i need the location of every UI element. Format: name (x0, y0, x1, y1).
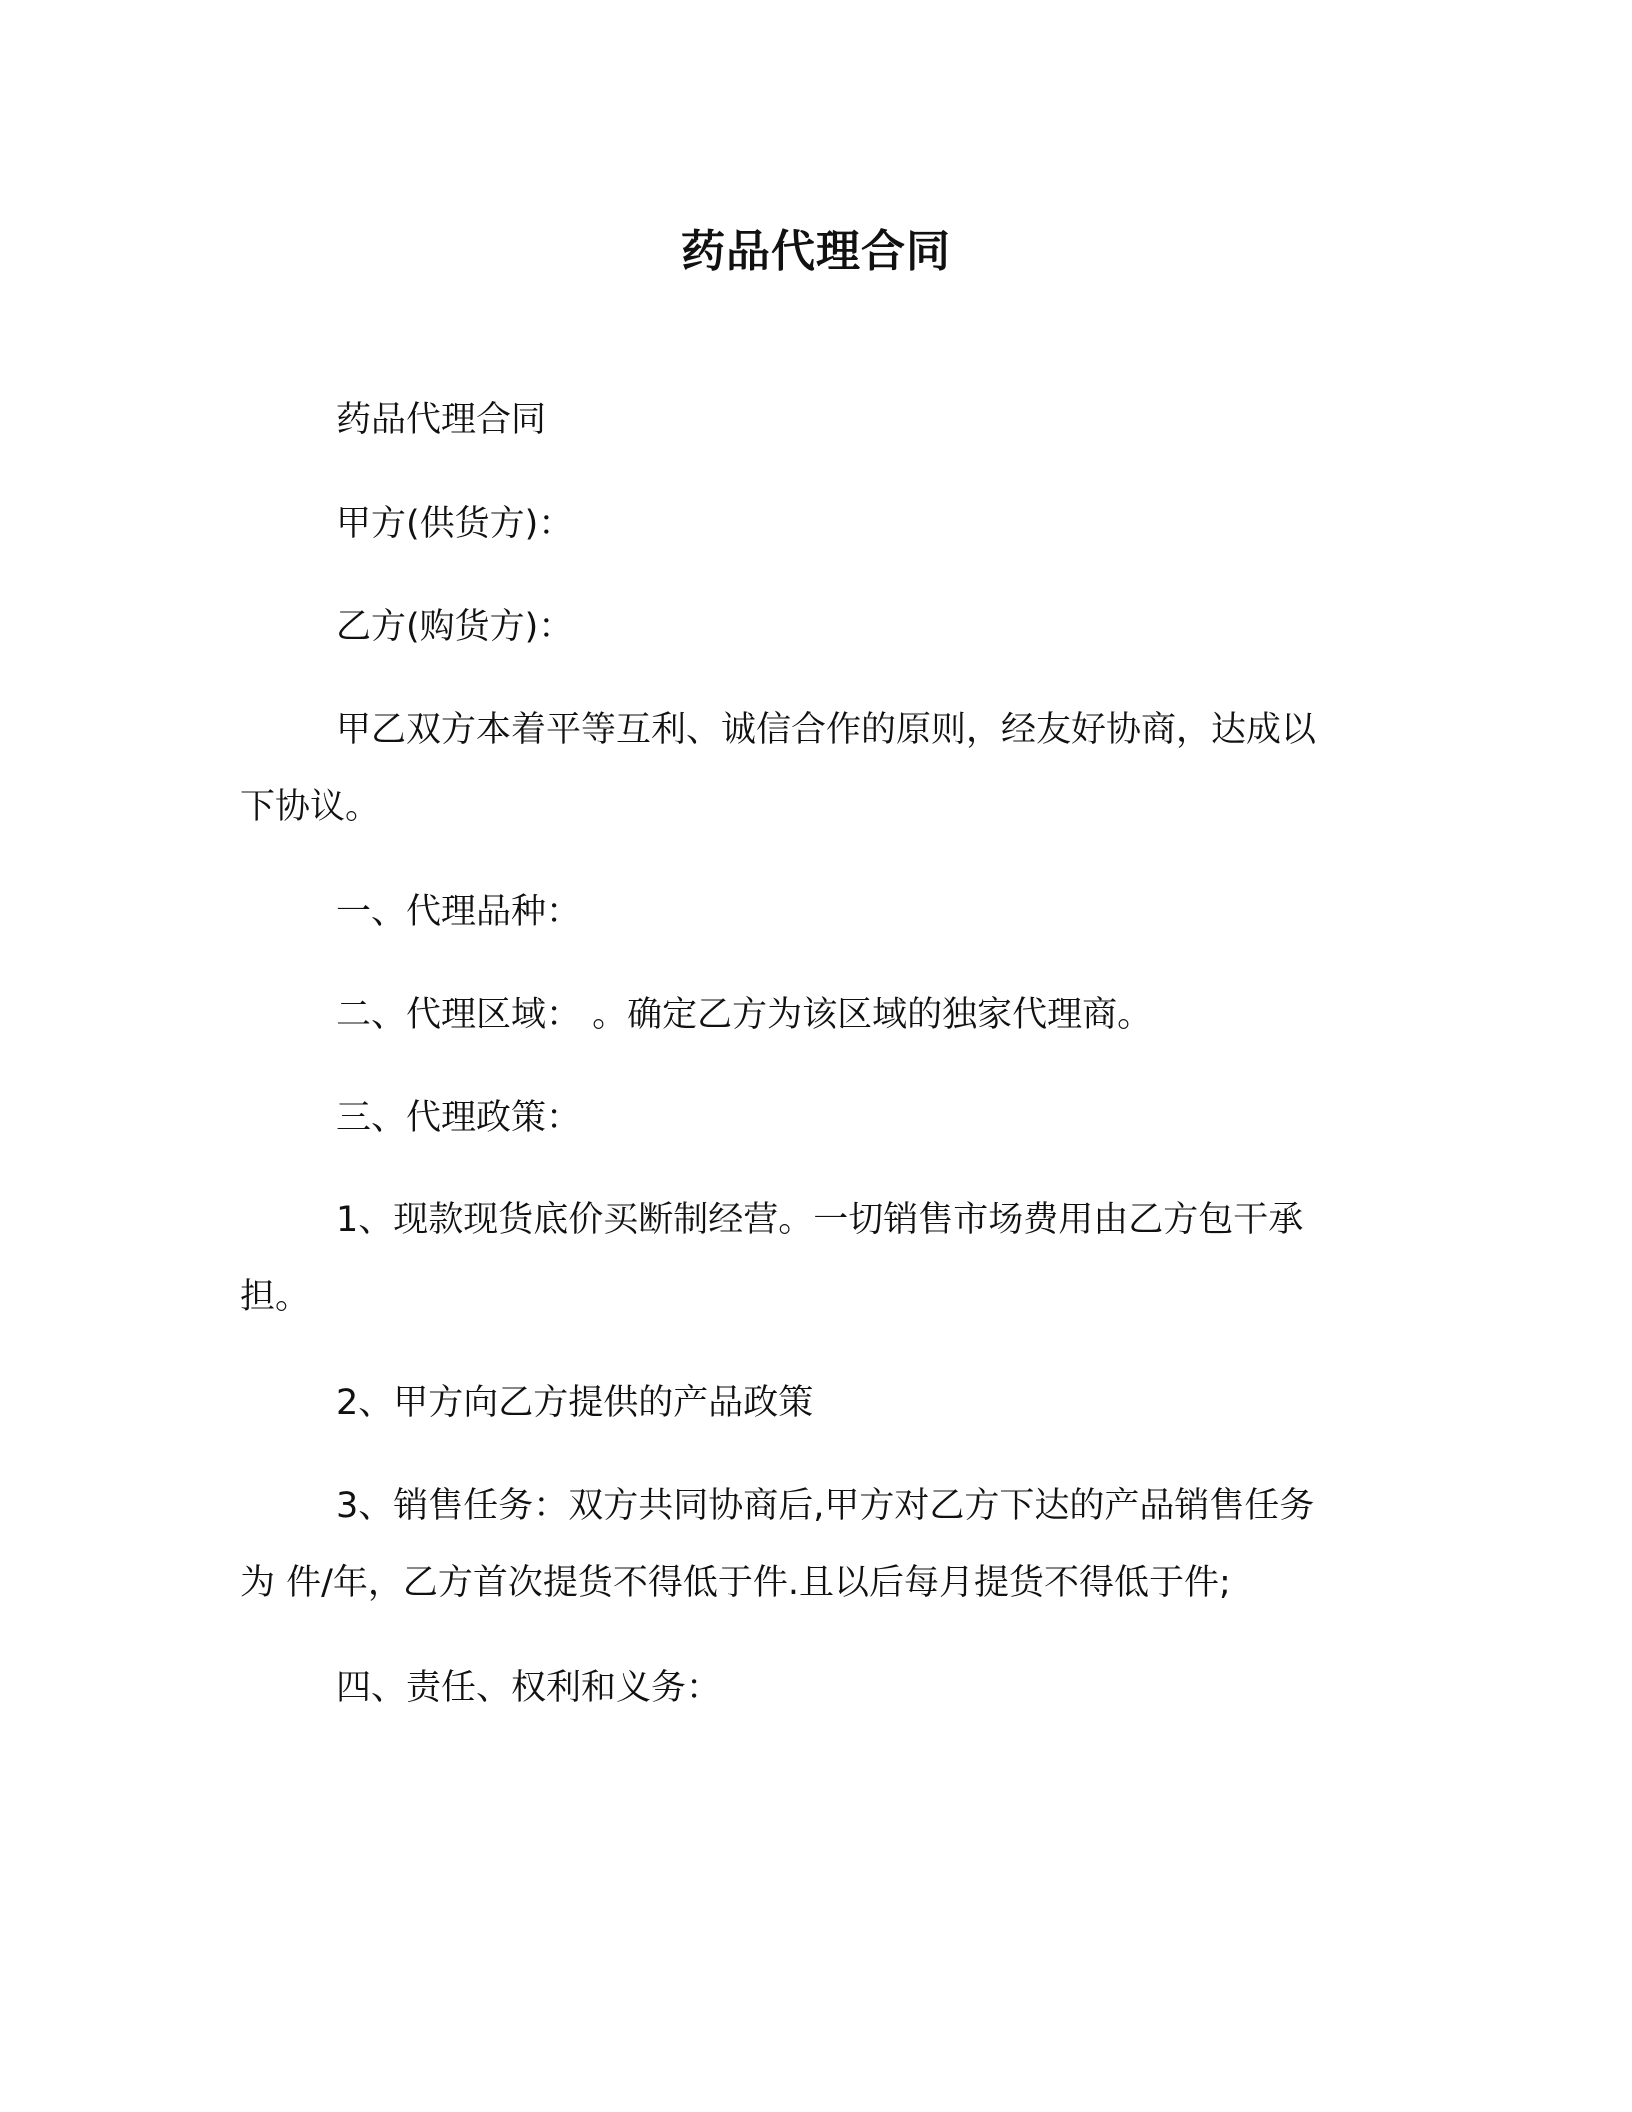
paragraph-line: 1、现款现货底价买断制经营。一切销售市场费用由乙方包干承 (336, 1200, 1304, 1240)
paragraph-section-2 (240, 977, 1380, 1054)
paragraph-line: 甲方(供货方)： (336, 504, 574, 544)
document-title: 药品代理合同 (681, 226, 951, 277)
paragraph-clause-3 (240, 1468, 1380, 1622)
paragraph-clause-2 (240, 1365, 1380, 1442)
paragraph-line: 下协议。 (240, 787, 381, 827)
paragraph-section-4 (240, 1650, 1380, 1727)
paragraph-party-b (240, 589, 1380, 666)
paragraph-line: 乙方(购货方)： (336, 607, 574, 647)
paragraph-line: 四、责任、权利和义务： (336, 1668, 722, 1708)
paragraph-line: 一、代理品种： (336, 892, 582, 932)
paragraph-section-1 (240, 874, 1380, 951)
paragraph-line: 三、代理政策： (336, 1098, 582, 1138)
paragraph-line: 3、销售任务：双方共同协商后,甲方对乙方下达的产品销售任务 (336, 1486, 1315, 1526)
paragraph-subtitle (240, 382, 1380, 459)
paragraph-preamble (240, 692, 1380, 846)
paragraph-line: 担。 (240, 1277, 311, 1317)
paragraph-line: 为 件/年，乙方首次提货不得低于件.且以后每月提货不得低于件; (240, 1563, 1231, 1603)
paragraph-line: 甲乙双方本着平等互利、诚信合作的原则，经友好协商，达成以 (336, 710, 1317, 750)
paragraph-line: 二、代理区域： 。确定乙方为该区域的独家代理商。 (336, 995, 1153, 1035)
paragraph-clause-1 (240, 1182, 1380, 1336)
paragraph-section-3 (240, 1080, 1380, 1157)
paragraph-party-a (240, 486, 1380, 563)
paragraph-line: 药品代理合同 (336, 400, 547, 440)
paragraph-line: 2、甲方向乙方提供的产品政策 (336, 1383, 814, 1423)
